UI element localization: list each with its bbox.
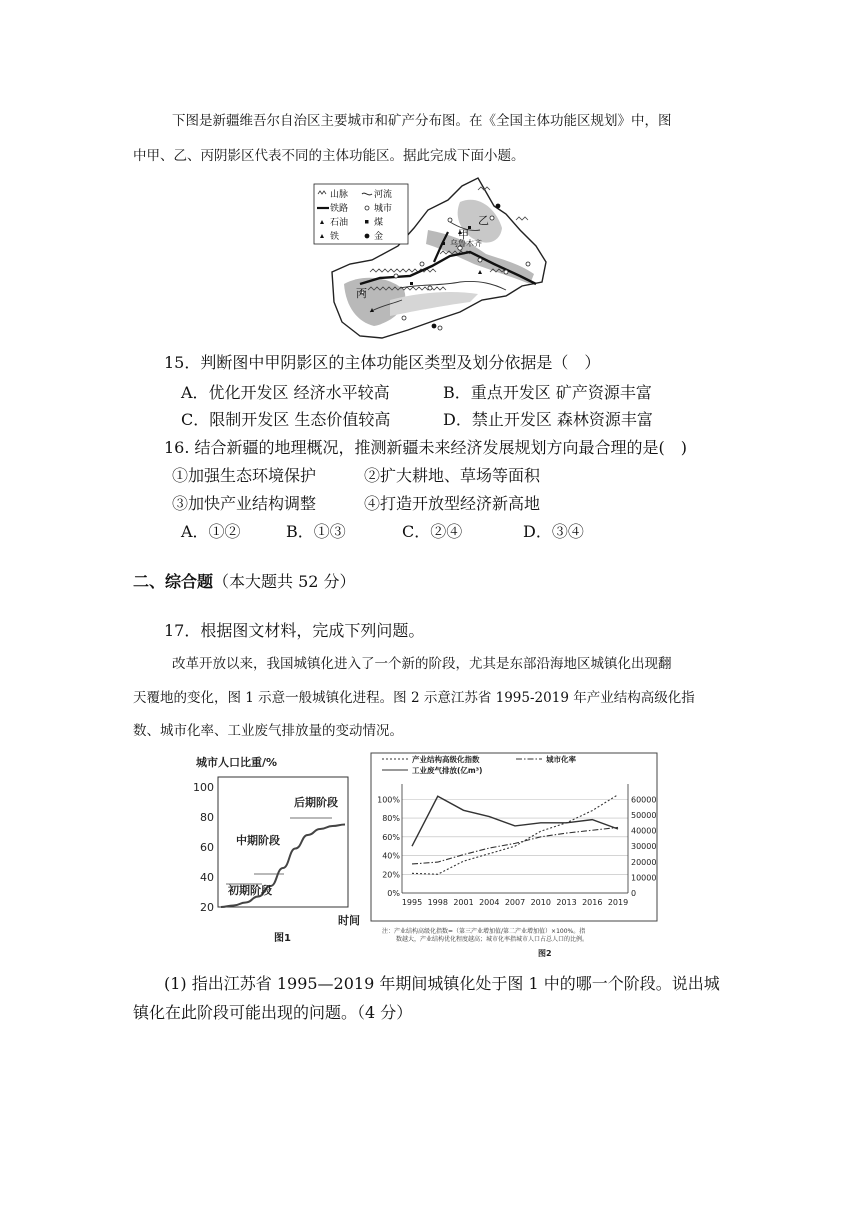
fig1-stage-labels <box>226 795 338 897</box>
fig2-left-tick-label: 20% <box>382 870 400 880</box>
fig1-ytick-label: 80 <box>200 811 214 824</box>
fig1-caption: 图1 <box>274 933 291 944</box>
legend-mountain: 山脉 <box>330 190 349 200</box>
fig1-ytick-label: 40 <box>200 871 214 884</box>
q15-option-b: B．重点开发区 矿产资源丰富 <box>443 383 652 402</box>
fig2-x-tick-label: 2004 <box>479 898 500 907</box>
legend-gold-icon <box>365 234 370 239</box>
fig2-legend-label: 产业结构高级化指数 <box>412 755 480 764</box>
fig2-x-tick-label: 1998 <box>427 898 448 907</box>
fig2-x-tick-label: 2016 <box>582 898 603 907</box>
fig1-ytick-label: 100 <box>193 781 214 794</box>
legend-city: 城市 <box>374 204 393 214</box>
fig2-left-tick-label: 0% <box>387 889 400 898</box>
legend-coal-icon <box>365 220 369 224</box>
q16-stem: 16. 结合新疆的地理概况，推测新疆未来经济发展规划方向最合理的是( ) <box>164 438 688 457</box>
fig2-left-tick-label: 60% <box>382 832 400 842</box>
fig1-xlabel: 时间 <box>338 914 360 927</box>
fig2-caption: 图2 <box>538 949 552 958</box>
fig2-right-tick-label: 60000 <box>631 795 657 805</box>
section-note: （本大题共 52 分） <box>213 572 356 591</box>
q16-option-a: A．①② <box>181 522 241 541</box>
fig2-x-tick-label: 2013 <box>556 898 577 907</box>
fig2-right-tick-label: 40000 <box>631 826 657 836</box>
fig1-ytick-label: 20 <box>200 901 214 914</box>
q16-statement-3: ③加快产业结构调整 <box>172 494 317 513</box>
fig2-legend-label: 城市化率 <box>546 755 576 764</box>
fig1-stage-label: 后期阶段 <box>294 796 338 809</box>
fig1-stage-label: 初期阶段 <box>228 884 272 897</box>
fig2-right-tick-label: 0 <box>631 889 637 898</box>
fig1-ytick-label: 60 <box>200 841 214 854</box>
legend-box <box>314 184 408 244</box>
q17-material-line-1: 改革开放以来，我国城镇化进入了一个新的阶段，尤其是东部沿海地区城镇化出现翻 <box>172 656 672 672</box>
legend-city-icon <box>365 206 369 210</box>
legend-coal: 煤 <box>374 218 384 228</box>
fig2-right-tick-label: 50000 <box>631 810 657 820</box>
fig2-right-tick-label: 10000 <box>631 873 657 883</box>
q15-option-c: C．限制开发区 生态价值较高 <box>181 410 391 429</box>
label-jia: 甲 <box>458 228 469 241</box>
intro-line-1: 下图是新疆维吾尔自治区主要城市和矿产分布图。在《全国主体功能区规划》中，图 <box>172 113 672 129</box>
fig2-x-axis-ticks <box>402 898 628 907</box>
fig1-stage-label: 中期阶段 <box>236 834 280 847</box>
fig2-left-tick-label: 100% <box>377 795 400 805</box>
fig2-right-axis-ticks <box>631 795 656 898</box>
fig1-ylabel: 城市人口比重/% <box>196 756 278 769</box>
section-heading <box>133 571 356 593</box>
figure-2-jiangsu-chart <box>370 752 660 960</box>
fig1-y-ticks <box>193 781 214 914</box>
fig2-x-tick-label: 2001 <box>453 898 474 907</box>
q15-option-a: A．优化开发区 经济水平较高 <box>181 383 390 402</box>
fig2-series-line-1 <box>412 795 618 875</box>
figure-1-urbanization-curve <box>190 752 360 952</box>
section-title: 二、综合题 <box>133 572 214 591</box>
label-yi: 乙 <box>478 214 489 227</box>
fig2-series-line-3 <box>412 796 618 846</box>
q17-sub1-line-1: (1) 指出江苏省 1995—2019 年期间城镇化处于图 1 中的哪一个阶段。说出城 <box>164 974 720 993</box>
fig2-note-line-1: 注：产业结构高级化指数=（第三产业增加值/第二产业增加值）×100%。指 <box>382 928 586 935</box>
fig2-left-tick-label: 80% <box>382 814 400 824</box>
fig2-right-tick-label: 20000 <box>631 857 657 867</box>
q16-option-d: D．③④ <box>523 522 584 541</box>
fig2-series <box>412 795 618 875</box>
fig2-right-tick-label: 30000 <box>631 842 657 852</box>
fig2-x-tick-label: 2010 <box>530 898 551 907</box>
legend-river: 河流 <box>374 190 393 200</box>
label-urumqi: 乌鲁木齐 <box>450 239 482 248</box>
q15-stem: 15．判断图中甲阴影区的主体功能区类型及划分依据是（ ） <box>164 353 601 372</box>
legend-gold: 金 <box>374 232 384 242</box>
q17-material-line-3: 数、城市化率、工业废气排放量的变动情况。 <box>133 723 403 739</box>
q16-option-c: C．②④ <box>402 522 463 541</box>
q17-stem: 17．根据图文材料，完成下列问题。 <box>164 621 425 640</box>
xinjiang-map <box>310 172 560 348</box>
legend-iron: 铁 <box>330 232 340 242</box>
fig2-left-tick-label: 40% <box>382 851 400 861</box>
fig2-left-axis-ticks <box>377 795 400 898</box>
q17-material-line-2: 天覆地的变化，图 1 示意一般城镇化进程。图 2 示意江苏省 1995-2019 年产业结构高级化指 <box>133 690 695 706</box>
q15-option-d: D．禁止开发区 森林资源丰富 <box>443 410 653 429</box>
q17-sub1-line-2: 镇化在此阶段可能出现的问题。（4 分） <box>133 1003 413 1022</box>
fig2-note-line-2: 数越大，产业结构优化程度越高；城市化率指城市人口占总人口的比例。 <box>396 936 589 943</box>
legend-oil: 石油 <box>330 218 349 228</box>
q16-statement-2: ②扩大耕地、草场等面积 <box>364 466 541 485</box>
legend-railway: 铁路 <box>330 204 349 214</box>
label-bing: 丙 <box>356 287 367 300</box>
fig2-legend-label: 工业废气排放(亿m³) <box>412 766 483 775</box>
q16-statement-1: ①加强生态环境保护 <box>172 466 317 485</box>
q16-option-b: B．①③ <box>286 522 346 541</box>
fig2-x-tick-label: 2019 <box>607 898 629 907</box>
q16-statement-4: ④打造开放型经济新高地 <box>364 494 541 513</box>
fig2-x-tick-label: 1995 <box>401 898 423 907</box>
fig2-x-tick-label: 2007 <box>504 898 526 907</box>
fig2-legend <box>382 754 576 775</box>
intro-line-2: 中甲、乙、丙阴影区代表不同的主体功能区。据此完成下面小题。 <box>133 148 525 164</box>
